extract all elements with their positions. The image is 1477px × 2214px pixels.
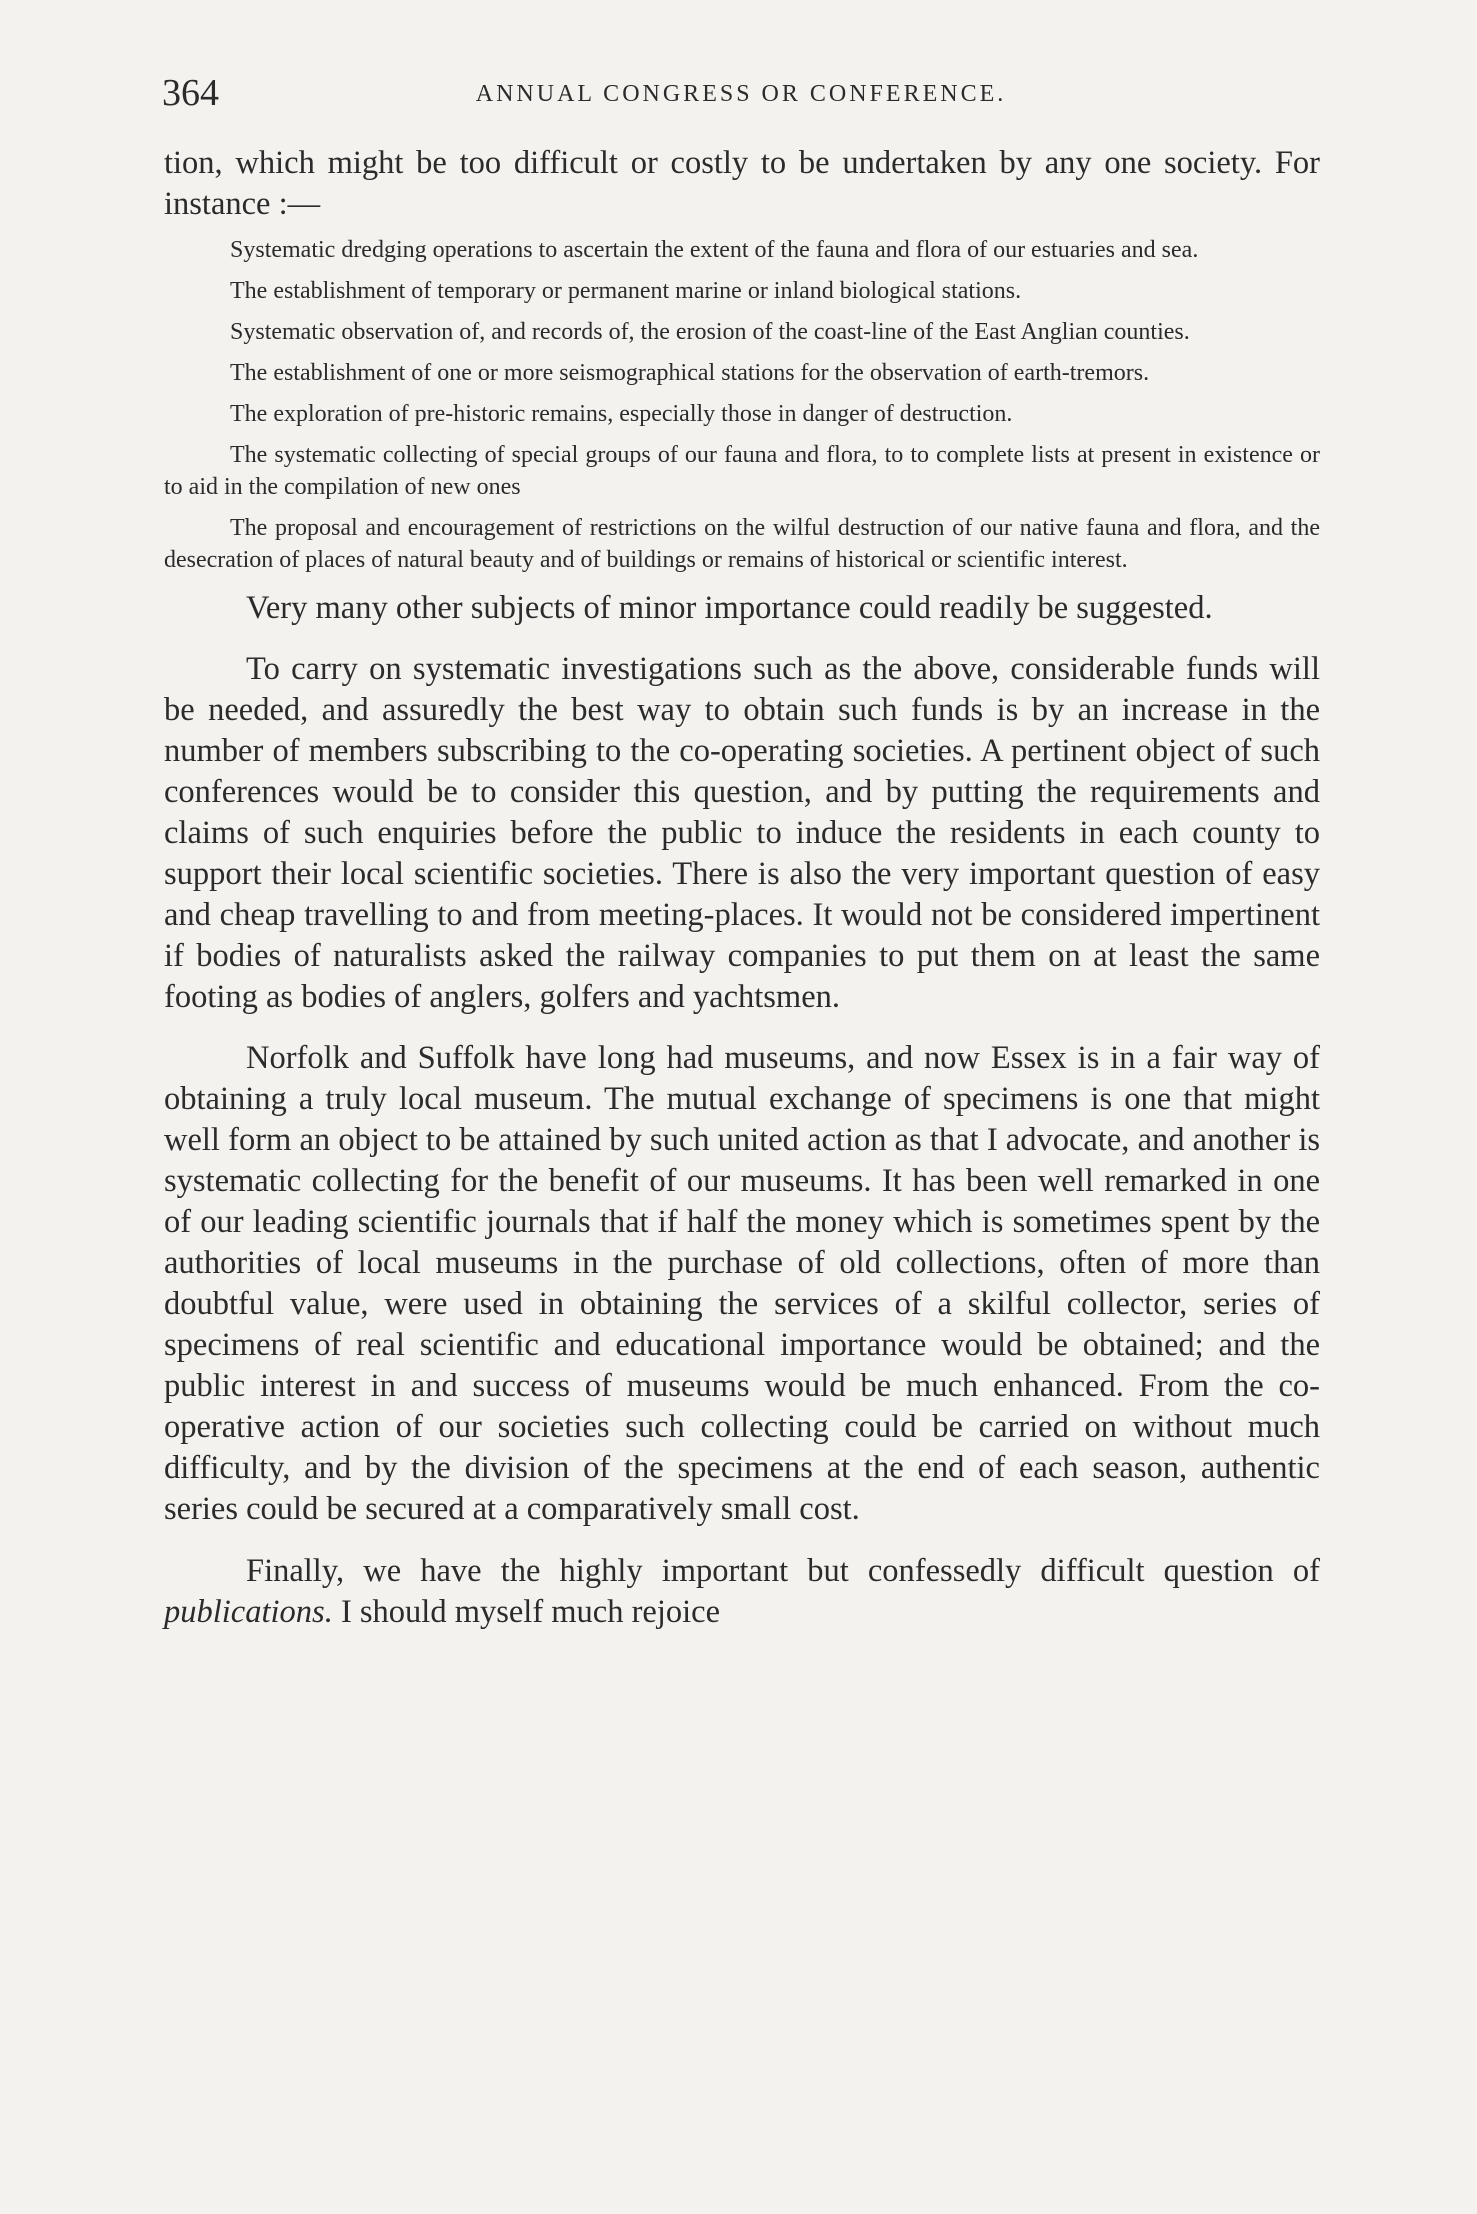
page-header [162,68,1320,118]
list-item: The systematic collecting of special groups of our fauna and flora, to to complete lists at present in existence or to aid in the compilation of new ones [164,442,1320,500]
list-item: Systematic dredging operations to ascertain the extent of the fauna and flora of our estuaries and sea. [230,237,1199,263]
publications-italic: publications. [164,1594,333,1630]
paragraph-minor-subjects: Very many other subjects of minor importance could readily be suggested. [246,590,1213,626]
body-text [164,143,1320,1633]
final-text-start: Finally, we have the highly important but confessedly difficult question of [246,1553,1320,1589]
list-item: Systematic observation of, and records of, the erosion of the coast-line of the East Anglian counties. [230,319,1190,345]
list-item: The establishment of temporary or permanent marine or inland biological stations. [230,278,1022,304]
paragraph-museums: Norfolk and Suffolk have long had museums, and now Essex is in a fair way of obtaining a truly local museum. The mutual exchange of specimens is one that might well form an object to be attained by such united action as that I advocate, and another is systematic collecting for the benefit of our museums. It has been well remarked in one of our leading scientific journals that if half the money which is sometimes spent by the authorities of local museums in the purchase of old collections, often of more than doubtful value, were used in obtaining the services of a skilful collector, series of specimens of real scientific and educational importance would be obtained; and the public interest in and success of museums would be much enhanced. From the co-operative action of our societies such collecting could be carried on without much difficulty, and by the division of the specimens at the end of each season, authentic series could be secured at a comparatively small cost. [164,1040,1320,1527]
paragraph-funds: To carry on systematic investigations such as the above, considerable funds will be needed, and assuredly the best way to obtain such funds is by an increase in the number of members subscribing to the co-operating societies. A pertinent object of such conferences would be to consider this question, and by putting the requirements and claims of such enquiries before the public to induce the residents in each county to support their local scientific societies. There is also the very important question of easy and cheap travelling to and from meeting-places. It would not be considered impertinent if bodies of naturalists asked the railway companies to put them on at least the same footing as bodies of anglers, golfers and yachtsmen. [164,651,1320,1015]
list-item: The proposal and encouragement of restrictions on the wilful destruction of our native fauna and flora, and the desecration of places of natural beauty and of buildings or remains of historical or scientific interest. [164,515,1320,573]
subjects-list [164,234,1320,576]
page-number: 364 [162,72,219,114]
list-item: The establishment of one or more seismographical stations for the observation of earth-tremors. [230,360,1150,386]
paragraph-publications [164,1551,1320,1633]
final-text-end: I should myself much rejoice [332,1594,721,1630]
list-item: The exploration of pre-historic remains, especially those in danger of destruction. [230,401,1013,427]
running-head: ANNUAL CONGRESS OR CONFERENCE. [475,81,1007,107]
intro-paragraph: tion, which might be too difficult or costly to be undertaken by any one society. For instance :— [164,145,1320,222]
